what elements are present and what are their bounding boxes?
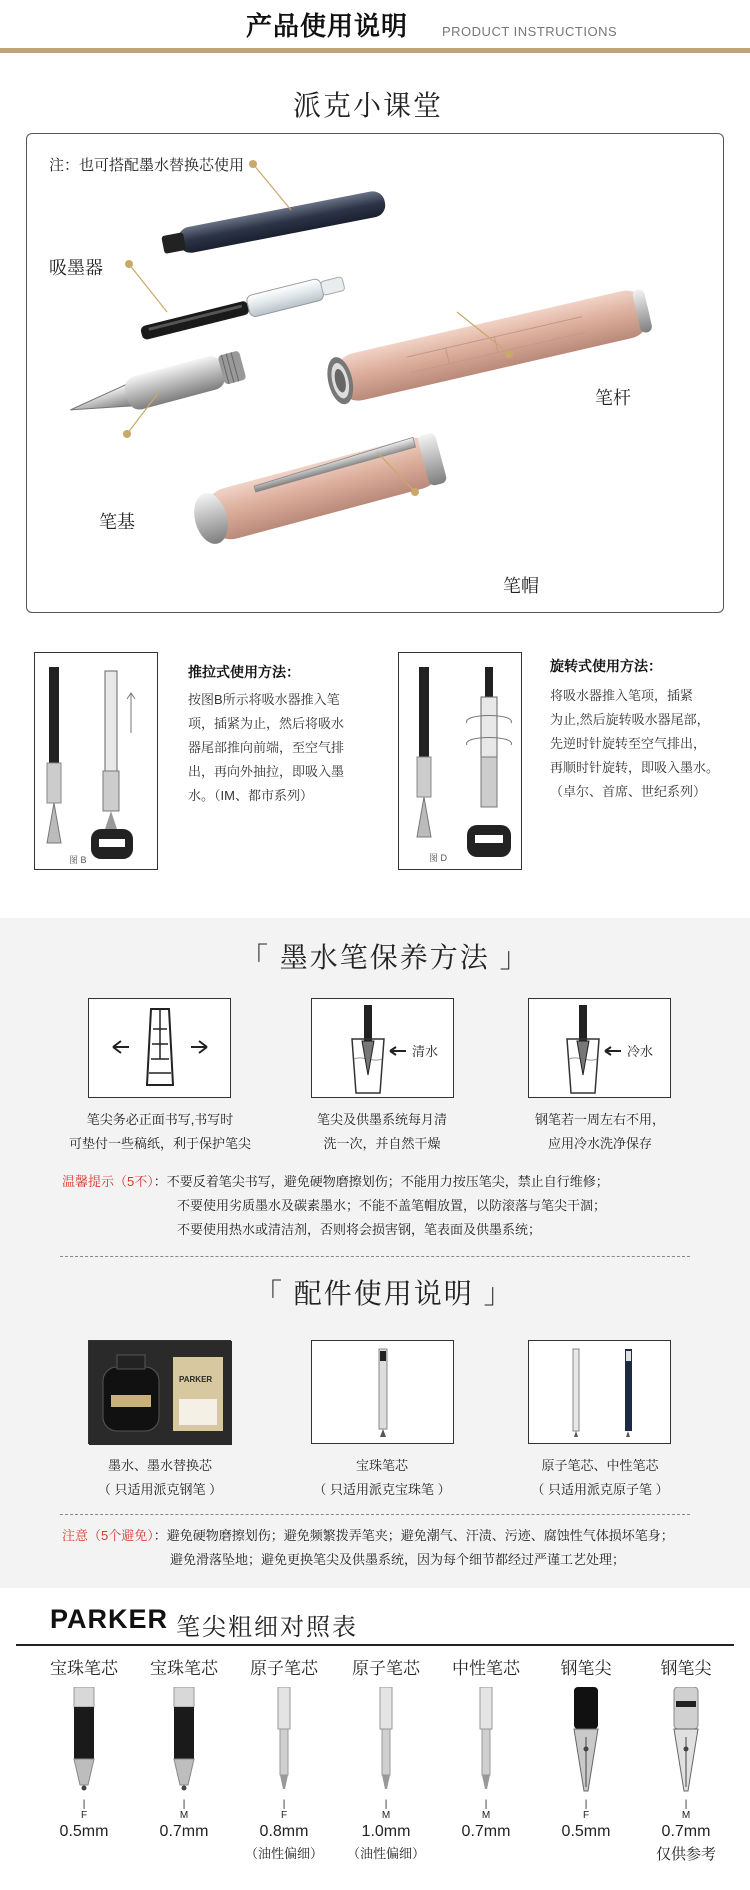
push-pull-illustration [35, 653, 159, 871]
nib-size: 0.5mm [59, 1823, 109, 1840]
nib-size: 1.0mm [361, 1823, 411, 1840]
label-cap: 笔帽 [503, 576, 539, 596]
nib-label: 原子笔芯 [250, 1659, 318, 1678]
twist-figure [398, 652, 522, 870]
care-caption-rinse: 笔尖及供墨系统每月清 洗一次，并自然干燥 [316, 1112, 447, 1151]
nib-grade: | M [481, 1799, 491, 1821]
page-title: 产品使用说明 [246, 11, 409, 41]
nib-size: 0.7mm [461, 1823, 511, 1840]
nib-grade: | F [582, 1799, 590, 1821]
nib-note: 仅供参考 [655, 1846, 716, 1863]
nib-label: 宝珠笔芯 [150, 1659, 218, 1678]
nib-column [34, 1654, 134, 1841]
nib-size: 0.5mm [561, 1823, 611, 1840]
section-divider [60, 1256, 690, 1257]
accessory-figure-rollerball [311, 1340, 454, 1444]
care-figure-rinse [311, 998, 454, 1098]
nib-grade: | F [280, 1799, 288, 1821]
cold-water-tag: 冷水 [627, 1044, 654, 1059]
ballpoint-nib-icon [466, 1687, 506, 1797]
nib-grade: | F [80, 1799, 88, 1821]
care-caption-writing: 笔尖务必正面书写,书写时 可垫付一些稿纸，利于保护笔尖 [68, 1112, 251, 1151]
pen-parts-illustration [27, 134, 725, 614]
ballpoint-nib-icon [264, 1687, 304, 1797]
nib-label: 中性笔芯 [452, 1659, 520, 1678]
twist-title: 旋转式使用方法： [550, 658, 662, 674]
class-section-title: 派克小课堂 [293, 90, 444, 121]
rinse-water-tag: 清水 [412, 1044, 439, 1059]
rollerball-nib-icon [64, 1687, 104, 1797]
accessory-figure-ink [88, 1340, 231, 1444]
nib-column [636, 1654, 736, 1864]
nib-size: 0.7mm [159, 1823, 209, 1840]
accessory-caption-rollerball: 宝珠笔芯 （ 只适用派克宝珠笔 ） [313, 1458, 451, 1497]
figure-label: 图 D [429, 853, 448, 863]
label-barrel: 笔杆 [595, 388, 631, 408]
nib-label: 钢笔尖 [660, 1659, 712, 1678]
page-header [0, 0, 750, 58]
section-divider [60, 1514, 690, 1515]
nib-column [336, 1654, 436, 1862]
page-subtitle: PRODUCT INSTRUCTIONS [442, 24, 618, 39]
nib-label: 宝珠笔芯 [50, 1659, 118, 1678]
care-figure-cold-water [528, 998, 671, 1098]
label-cartridge-note: 注：也可搭配墨水替换芯使用 [49, 157, 245, 174]
label-converter: 吸墨器 [49, 258, 103, 278]
rollerball-nib-icon [164, 1687, 204, 1797]
push-pull-title: 推拉式使用方法： [188, 664, 300, 680]
nib-column [536, 1654, 636, 1841]
accessory-warn-label: 注意（5个避免） [62, 1528, 154, 1543]
nib-size: 0.8mm [259, 1823, 309, 1840]
ink-box-brand: PARKER [179, 1375, 213, 1384]
nib-note: （油性偏细） [244, 1846, 323, 1861]
accessory-warnings: 注意（5个避免）：避免硬物磨擦划伤；避免频繁拨弄笔夹；避免潮气、汗渍、污迹、腐蚀性气体损坏笔身； 避免滑落坠地；避免更换笔尖及供墨系统，因为每个细节都经过严谨工艺处理； [62, 1528, 674, 1567]
pen-parts-diagram [26, 133, 724, 613]
push-pull-figure [34, 652, 158, 870]
care-caption-cold-water: 钢笔若一周左右不用， 应用冷水洗净保存 [534, 1112, 665, 1151]
figure-label: 图 B [69, 855, 87, 865]
twist-illustration [399, 653, 523, 871]
nib-grade: | M [179, 1799, 189, 1821]
care-tip-label: 温馨提示（5不） [62, 1174, 154, 1189]
nib-column [234, 1654, 334, 1862]
parker-logo: PARKER [50, 1604, 169, 1634]
header-rule [0, 48, 750, 53]
accessories-title: 「 配件使用说明 」 [254, 1278, 514, 1309]
nib-note: （油性偏细） [346, 1846, 425, 1861]
nib-chart-rule [16, 1644, 734, 1646]
nib-label: 原子笔芯 [352, 1659, 420, 1678]
nib-column [134, 1654, 234, 1841]
accessory-figure-ballpoint-gel [528, 1340, 671, 1444]
nib-grade: | M [381, 1799, 391, 1821]
ballpoint-nib-icon [366, 1687, 406, 1797]
care-title: 「 墨水笔保养方法 」 [240, 942, 530, 973]
nib-chart-title: 笔尖粗细对照表 [176, 1614, 358, 1641]
nib-size: 0.7mm [661, 1823, 711, 1840]
nib-label: 钢笔尖 [560, 1659, 612, 1678]
accessory-caption-ballpoint-gel: 原子笔芯、中性笔芯 （ 只适用派克原子笔 ） [531, 1458, 669, 1497]
twist-text: 将吸水器推入笔项，插紧 为止,然后旋转吸水器尾部， 先逆时针旋转至空气排出， 再顺时针旋转，即吸入墨水。 （卓尔、首席、世纪系列） [550, 688, 720, 799]
nib-grade: | M [681, 1799, 691, 1821]
fountain-steel-nib-icon [666, 1687, 706, 1797]
label-section: 笔基 [99, 512, 135, 532]
nib-column [436, 1654, 536, 1841]
care-tips: 温馨提示（5不）：不要反着笔尖书写，避免硬物磨擦划伤；不能用力按压笔尖，禁止自行维修； 不要使用劣质墨水及碳素墨水；不能不盖笔帽放置，以防滚落与笔尖干涸； 不要使用热水或清洁剂，否则将会损害钢，笔表面及供墨系统； [62, 1174, 609, 1237]
push-pull-text: 按图B所示将吸水器推入笔 项，插紧为止，然后将吸水 器尾部推向前端，至空气排 出，再向外抽拉，即吸入墨 水。（IM、都市系列） [188, 692, 345, 803]
accessory-caption-ink: 墨水、墨水替换芯 （ 只适用派克钢笔 ） [97, 1458, 223, 1497]
fountain-black-nib-icon [566, 1687, 606, 1797]
care-figure-writing [88, 998, 231, 1098]
